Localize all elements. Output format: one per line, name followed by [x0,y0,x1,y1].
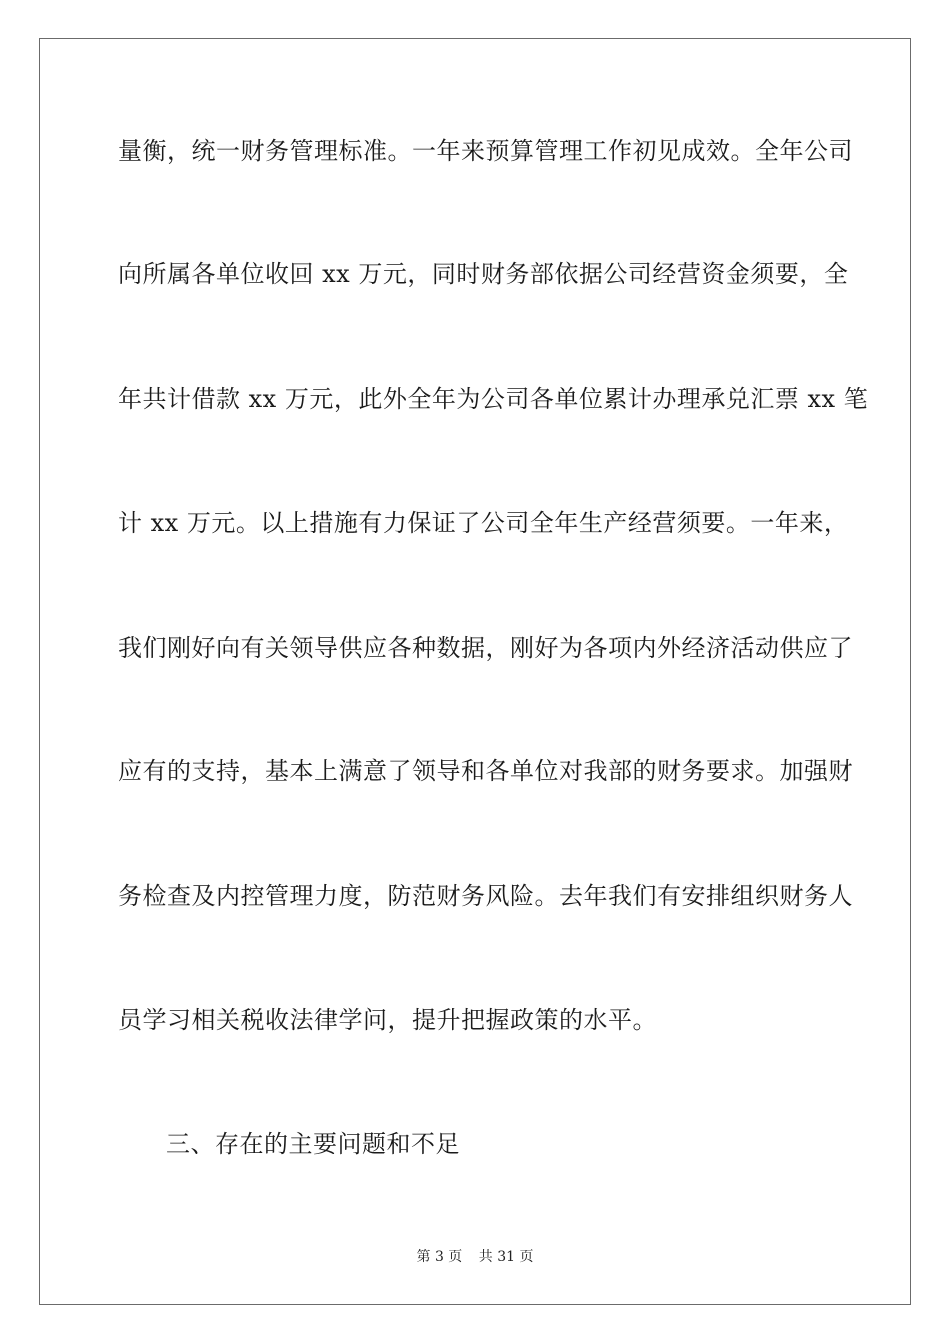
page-border [39,38,911,1305]
paragraph-line: 员学习相关税收法律学问，提升把握政策的水平。 [118,1006,657,1034]
page-total: 共 31 页 [478,1249,534,1265]
paragraph-line: 向所属各单位收回 xx 万元，同时财务部依据公司经营资金须要，全 [118,260,849,288]
section-heading: 三、存在的主要问题和不足 [166,1130,460,1158]
page-number: 第 3 页 [416,1249,463,1265]
paragraph-line: 量衡，统一财务管理标准。一年来预算管理工作初见成效。全年公司 [118,137,853,165]
page-footer [0,1248,950,1266]
paragraph-line: 我们刚好向有关领导供应各种数据，刚好为各项内外经济活动供应了 [118,634,853,662]
paragraph-line: 计 xx 万元。以上措施有力保证了公司全年生产经营须要。一年来， [118,509,849,537]
paragraph-line: 年共计借款 xx 万元，此外全年为公司各单位累计办理承兑汇票 xx 笔 [118,385,869,413]
paragraph-line: 应有的支持，基本上满意了领导和各单位对我部的财务要求。加强财 [118,757,853,785]
paragraph-line: 务检查及内控管理力度，防范财务风险。去年我们有安排组织财务人 [118,882,853,910]
